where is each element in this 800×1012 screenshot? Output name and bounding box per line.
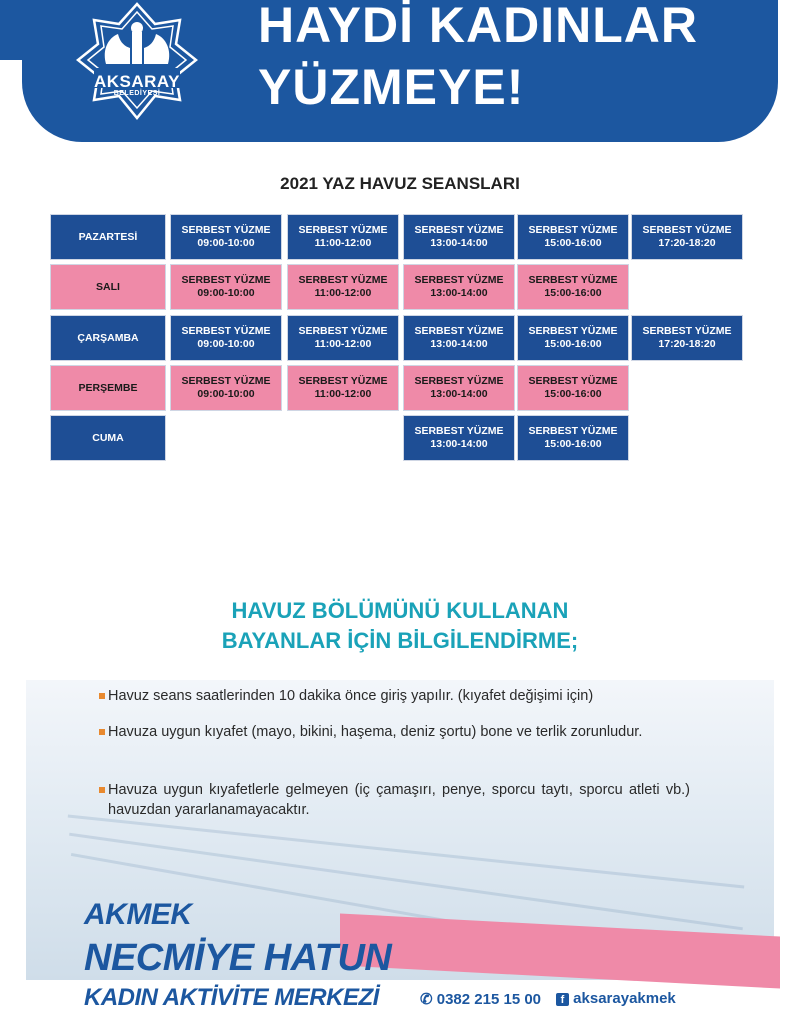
- day-label: CUMA: [50, 415, 166, 461]
- session-label: SERBEST YÜZME: [528, 425, 618, 437]
- session-time: 13:00-14:00: [430, 438, 488, 450]
- session-time: 15:00-16:00: [544, 438, 602, 450]
- info-bullet-text: Havuza uygun kıyafet (mayo, bikini, haşema, deniz şortu) bone ve terlik zorunludur.: [108, 724, 643, 740]
- session-cell: [287, 315, 399, 361]
- session-label: SERBEST YÜZME: [181, 375, 271, 387]
- session-time: 15:00-16:00: [544, 388, 602, 400]
- session-cell: [287, 264, 399, 310]
- info-title-line-2: BAYANLAR İÇİN BİLGİLENDİRME;: [221, 628, 579, 653]
- contact-social: [556, 990, 676, 1007]
- pool-lane: [68, 814, 745, 888]
- info-title: [0, 596, 800, 656]
- phone-icon: ✆: [420, 991, 433, 1008]
- info-bullet-text: Havuz seans saatlerinden 10 dakika önce giriş yapılır. (kıyafet değişimi için): [108, 688, 594, 704]
- session-cell: [517, 415, 629, 461]
- session-label: SERBEST YÜZME: [298, 274, 388, 286]
- facebook-icon: f: [556, 993, 569, 1006]
- logo-name: AKSARAY: [93, 72, 180, 91]
- headline-line-1: HAYDİ KADINLAR: [258, 0, 698, 53]
- session-time: 09:00-10:00: [197, 237, 255, 249]
- session-time: 15:00-16:00: [544, 287, 602, 299]
- session-label: SERBEST YÜZME: [414, 375, 504, 387]
- session-label: SERBEST YÜZME: [528, 375, 618, 387]
- session-time: 15:00-16:00: [544, 237, 602, 249]
- session-cell: [287, 365, 399, 411]
- session-label: SERBEST YÜZME: [642, 224, 732, 236]
- session-cell: [170, 365, 282, 411]
- session-cell: [170, 264, 282, 310]
- session-cell: [403, 214, 515, 260]
- social-handle: aksarayakmek: [573, 990, 676, 1007]
- session-label: SERBEST YÜZME: [528, 224, 618, 236]
- bullet-square-icon: [99, 787, 105, 793]
- info-bullet-2: [108, 722, 690, 742]
- session-time: 11:00-12:00: [314, 287, 372, 299]
- bullet-square-icon: [99, 729, 105, 735]
- session-cell: [170, 214, 282, 260]
- session-label: SERBEST YÜZME: [414, 425, 504, 437]
- session-label: SERBEST YÜZME: [298, 325, 388, 337]
- session-label: SERBEST YÜZME: [528, 325, 618, 337]
- day-label: PAZARTESİ: [50, 214, 166, 260]
- session-time: 15:00-16:00: [544, 338, 602, 350]
- session-cell: [517, 315, 629, 361]
- session-label: SERBEST YÜZME: [181, 274, 271, 286]
- session-time: 11:00-12:00: [314, 338, 372, 350]
- session-time: 13:00-14:00: [430, 338, 488, 350]
- session-cell: [287, 214, 399, 260]
- session-label: SERBEST YÜZME: [414, 224, 504, 236]
- session-label: SERBEST YÜZME: [642, 325, 732, 337]
- footer-line-2: NECMİYE HATUN: [84, 937, 392, 979]
- session-time: 11:00-12:00: [314, 388, 372, 400]
- session-label: SERBEST YÜZME: [414, 325, 504, 337]
- session-cell: [631, 214, 743, 260]
- session-time: 09:00-10:00: [197, 287, 255, 299]
- bullet-square-icon: [99, 693, 105, 699]
- session-time: 13:00-14:00: [430, 237, 488, 249]
- session-label: SERBEST YÜZME: [181, 224, 271, 236]
- aksaray-logo: [62, 2, 212, 124]
- session-time: 13:00-14:00: [430, 287, 488, 299]
- logo-subtitle: BELEDİYESİ: [113, 90, 161, 97]
- contact-phone: [420, 990, 541, 1008]
- session-cell: [631, 315, 743, 361]
- info-title-line-1: HAVUZ BÖLÜMÜNÜ KULLANAN: [231, 598, 569, 623]
- session-cell: [517, 264, 629, 310]
- headline: [258, 0, 778, 118]
- info-bullet-3: [108, 780, 690, 820]
- session-cell: [170, 315, 282, 361]
- session-cell: [517, 365, 629, 411]
- session-cell: [403, 415, 515, 461]
- day-label: SALI: [50, 264, 166, 310]
- footer-line-1: AKMEK: [84, 898, 192, 931]
- session-label: SERBEST YÜZME: [298, 375, 388, 387]
- info-bullet-1: [108, 686, 690, 706]
- session-cell: [517, 214, 629, 260]
- logo-emblem-icon: [62, 2, 212, 124]
- day-label: PERŞEMBE: [50, 365, 166, 411]
- session-label: SERBEST YÜZME: [298, 224, 388, 236]
- session-cell: [403, 264, 515, 310]
- phone-number: 0382 215 15 00: [436, 991, 542, 1008]
- footer-line-3: KADIN AKTİVİTE MERKEZİ: [84, 984, 379, 1011]
- session-cell: [403, 315, 515, 361]
- session-time: 09:00-10:00: [197, 338, 255, 350]
- schedule-title: 2021 YAZ HAVUZ SEANSLARI: [280, 174, 520, 193]
- info-bullet-text: Havuza uygun kıyafetlerle gelmeyen (iç çamaşırı, penye, sporcu taytı, sporcu atleti vb.) havuzdan yararlanamayacaktır.: [108, 782, 690, 818]
- session-time: 17:20-18:20: [658, 338, 716, 350]
- session-label: SERBEST YÜZME: [181, 325, 271, 337]
- session-time: 17:20-18:20: [658, 237, 716, 249]
- session-time: 11:00-12:00: [314, 237, 372, 249]
- session-cell: [403, 365, 515, 411]
- headline-line-2: YÜZMEYE!: [258, 59, 525, 115]
- session-label: SERBEST YÜZME: [528, 274, 618, 286]
- session-time: 13:00-14:00: [430, 388, 488, 400]
- session-label: SERBEST YÜZME: [414, 274, 504, 286]
- day-label: ÇARŞAMBA: [50, 315, 166, 361]
- session-time: 09:00-10:00: [197, 388, 255, 400]
